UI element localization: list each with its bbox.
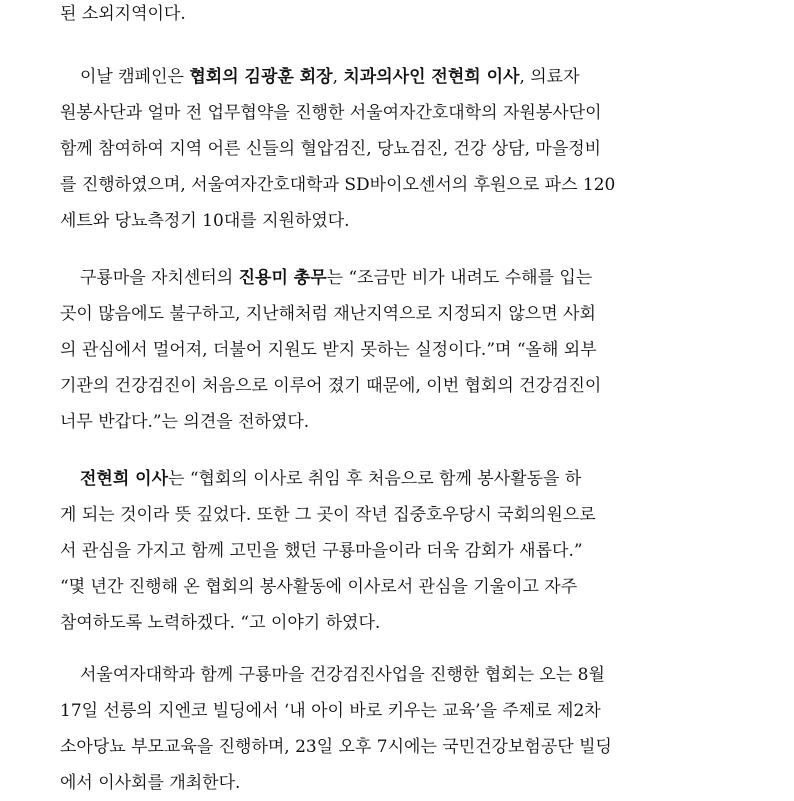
paragraph-continuation (60, 0, 750, 32)
text-line: 세트와 당뇨측정기 10대를 지원하였다. (60, 211, 350, 231)
text-line: 원봉사단과 얼마 전 업무협약을 진행한 서울여자간호대학의 자원봉사단이 (60, 103, 602, 123)
text-line (60, 461, 750, 497)
bold-name-president: 협회의 김광훈 회장 (189, 67, 333, 87)
bold-name-manager: 진용미 총무 (238, 268, 327, 288)
text-line: 된 소외지역이다. (60, 4, 186, 24)
paragraph-village-quote (60, 260, 750, 440)
text-line: 함께 참여하여 지역 어른 신들의 혈압검진, 당뇨검진, 건강 상담, 마을정비 (60, 139, 602, 159)
text-line: 의 관심에서 멀어져, 더불어 지원도 받지 못하는 실정이다.”며 “올해 외부 (60, 340, 597, 360)
text-line: 소아당뇨 부모교육을 진행하며, 23일 오후 7시에는 국민건강보험공단 빌딩 (60, 737, 612, 757)
text-line: 를 진행하였으며, 서울여자간호대학과 SD바이오센서의 후원으로 파스 120 (60, 175, 616, 195)
text-line: 17일 선릉의 지엔코 빌딩에서 ‘내 아이 바로 키우는 교육’을 주제로 제2차 (60, 701, 601, 721)
paragraph-director-quote (60, 461, 750, 641)
text-line: 너무 반갑다.”는 의견을 전하였다. (60, 412, 310, 432)
text-line: “몇 년간 진행해 온 협회의 봉사활동에 이사로서 관심을 기울이고 자주 (60, 577, 578, 597)
text-line: 서 관심을 가지고 함께 고민을 했던 구룡마을이라 더욱 감회가 새롭다.” (60, 541, 583, 561)
text-line (60, 59, 750, 95)
paragraph-upcoming-events (60, 657, 750, 801)
text-line: 서울여자대학과 함께 구룡마을 건강검진사업을 진행한 협회는 오는 8월 (80, 665, 605, 685)
bold-name-director: 치과의사인 전현희 이사 (343, 67, 520, 87)
text-line: 에서 이사회를 개최한다. (60, 773, 241, 793)
text-run: 구룡마을 자치센터의 (80, 268, 239, 288)
text-line: 기관의 건강검진이 처음으로 이루어 졌기 때문에, 이번 협회의 건강검진이 (60, 376, 602, 396)
text-line: 게 되는 것이라 뜻 깊었다. 또한 그 곳이 작년 집중호우당시 국회의원으로 (60, 505, 596, 525)
text-run: , (332, 67, 344, 87)
paragraph-campaign (60, 59, 750, 239)
text-line: 참여하도록 노력하겠다. “고 이야기 하였다. (60, 613, 381, 633)
text-run: 는 “조금만 비가 내려도 수해를 입는 (326, 268, 593, 288)
text-run: 는 “협회의 이사로 취임 후 처음으로 함께 봉사활동을 하 (168, 469, 582, 489)
text-run: 이날 캠페인은 (80, 67, 190, 87)
text-line (60, 260, 750, 296)
bold-name-director: 전현희 이사 (80, 469, 169, 489)
text-run: , 의료자 (519, 67, 580, 87)
text-line: 곳이 많음에도 불구하고, 지난해처럼 재난지역으로 지정되지 않으면 사회 (60, 304, 596, 324)
